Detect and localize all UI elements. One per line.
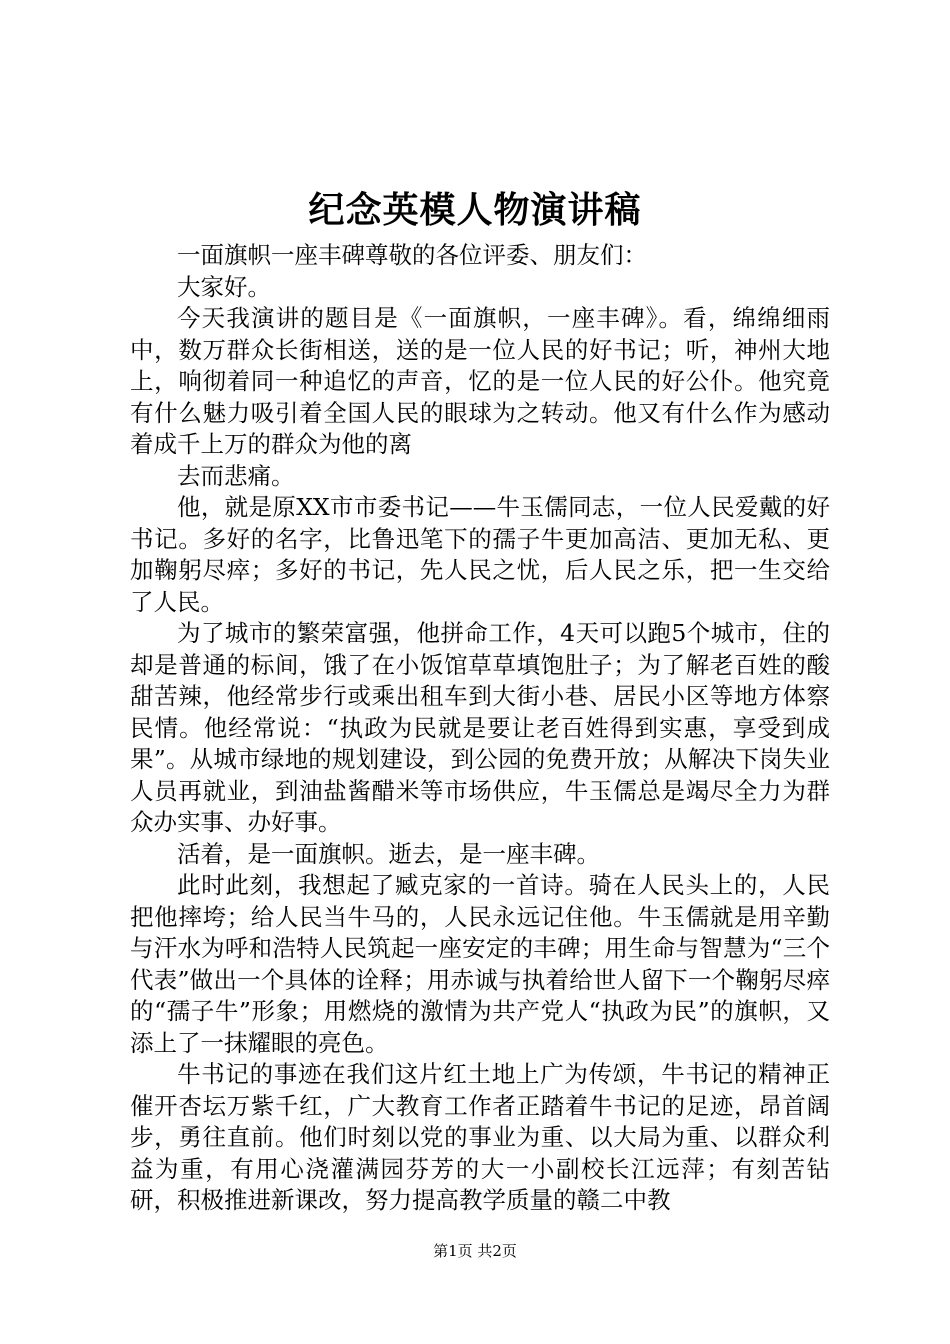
paragraph-introduction: 他，就是原XX市市委书记——牛玉儒同志，一位人民爱戴的好书记。多好的名字，比鲁迅笔下的孺子牛更加高洁、更加无私、更加鞠躬尽瘁；多好的书记，先人民之忧，后人民之乐，把一生交给了人民。 — [130, 493, 830, 616]
paragraph-work: 为了城市的繁荣富强，他拼命工作，4天可以跑5个城市，住的却是普通的标间，饿了在小饭馆草草填饱肚子；为了解老百姓的酸甜苦辣，他经常步行或乘出租车到大街小巷、居民小区等地方体察民情。他经常说：“执政为民就是要让老百姓得到实惠，享受到成果”。从城市绿地的规划建设，到公园的免费开放；从解决下岗失业人员再就业，到油盐酱醋米等市场供应，牛玉儒总是竭尽全力为群众办实事、办好事。 — [130, 619, 830, 836]
paragraph-greeting: 大家好。 — [177, 272, 271, 301]
paragraph-topic: 今天我演讲的题目是《一面旗帜，一座丰碑》。看，绵绵细雨中，数万群众长街相送，送的是一位人民的好书记；听，神州大地上，响彻着同一种追忆的声音，忆的是一位人民的好公仆。他究竟有什么魅力吸引着全国人民的眼球为之转动。他又有什么作为感动着成千上万的群众为他的离 — [130, 304, 830, 458]
document-title: 纪念英模人物演讲稿 — [308, 189, 642, 231]
paragraph-flag: 活着，是一面旗帜。逝去，是一座丰碑。 — [177, 839, 600, 868]
paragraph-legacy: 牛书记的事迹在我们这片红土地上广为传颂，牛书记的精神正催开杏坛万紫千红，广大教育工作者正踏着牛书记的足迹，昂首阔步，勇往直前。他们时刻以党的事业为重、以大局为重、以群众利益为重，有用心浇灌满园芬芳的大一小副校长江远萍；有刻苦钻研，积极推进新课改，努力提高教学质量的赣二中教 — [130, 1060, 830, 1214]
page-number-footer: 第1页 共2页 — [433, 1242, 517, 1260]
paragraph-poem: 此时此刻，我想起了臧克家的一首诗。骑在人民头上的，人民把他摔垮；给人民当牛马的，人民永远记住他。牛玉儒就是用辛勤与汗水为呼和浩特人民筑起一座安定的丰碑；用生命与智慧为“三个代表”做出一个具体的诠释；用赤诚与执着给世人留下一个鞠躬尽瘁的“孺子牛”形象；用燃烧的激情为共产党人“执政为民”的旗帜，又添上了一抹耀眼的亮色。 — [130, 871, 830, 1057]
paragraph-continuation: 去而悲痛。 — [177, 461, 295, 490]
paragraph-salutation: 一面旗帜一座丰碑尊敬的各位评委、朋友们： — [177, 241, 647, 269]
document-body — [130, 240, 830, 1217]
